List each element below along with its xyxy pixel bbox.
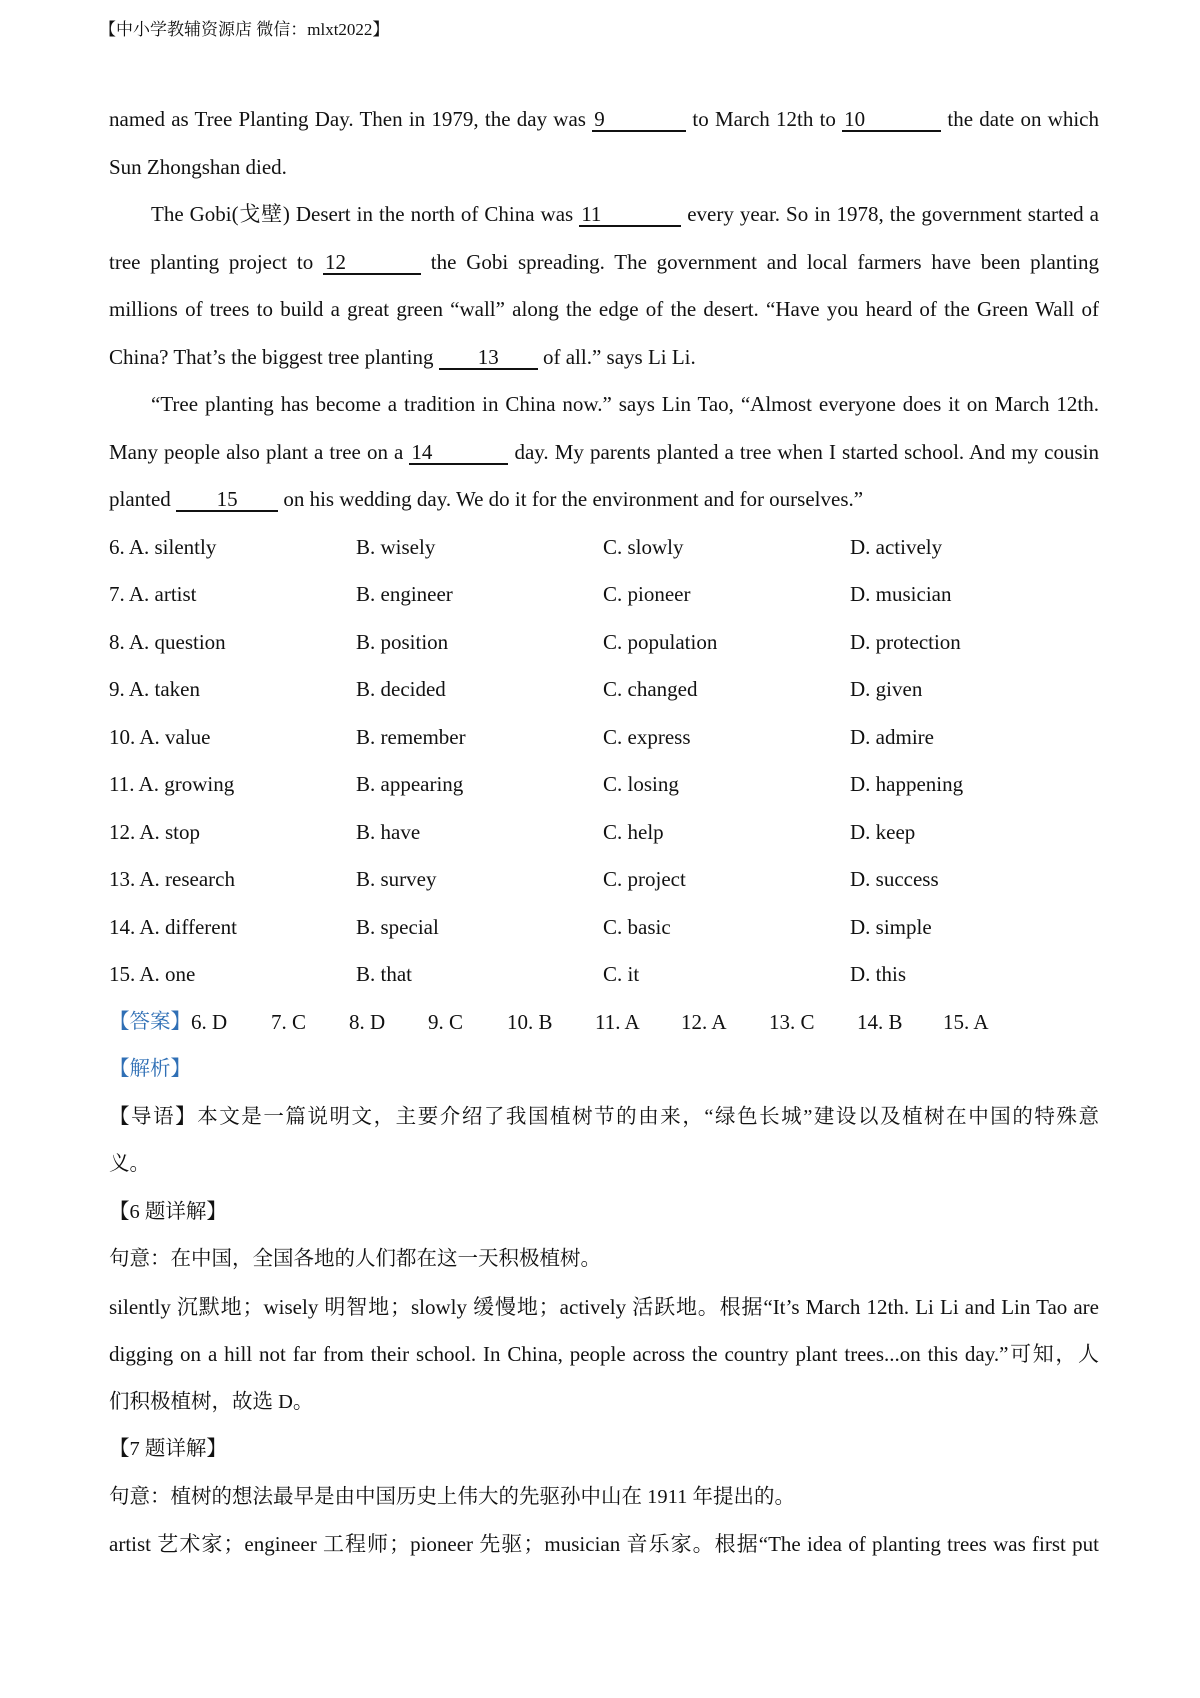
passage-text: on his wedding day. We do it for the environment and for ourselves.” (278, 487, 864, 511)
option-d: D. this (850, 962, 907, 986)
option-a: 8. A. question (109, 629, 226, 654)
option-row (109, 856, 1099, 904)
answer-item: 10. B (507, 1009, 553, 1034)
option-b: B. survey (356, 867, 437, 891)
option-row (109, 761, 1099, 809)
passage-line (109, 334, 1099, 382)
answer-item: 8. D (349, 1009, 386, 1034)
option-c: C. project (603, 867, 686, 891)
option-a: 14. A. different (109, 914, 237, 939)
passage-line: “Tree planting has become a tradition in China now.” says Lin Tao, “Almost everyone does it on March 12th. (151, 392, 1099, 416)
option-d: D. admire (850, 724, 934, 749)
document-body (109, 96, 1099, 1569)
passage-text: Many people also plant a tree on a (109, 439, 410, 464)
option-c: C. help (603, 819, 664, 844)
options-list (109, 524, 1099, 999)
blank-14: 14 (409, 429, 508, 477)
passage-text: the date on which (941, 107, 1100, 131)
blank-10: 10 (842, 96, 941, 144)
blank-11: 11 (579, 191, 681, 239)
option-d: D. keep (850, 819, 916, 844)
option-row (109, 619, 1099, 667)
blank-12: 12 (323, 239, 421, 287)
answer-item: 6. D (191, 1009, 228, 1034)
option-c: C. pioneer (603, 582, 691, 606)
option-d: D. happening (850, 772, 964, 796)
answer-item: 13. C (769, 1009, 815, 1034)
q6-explanation: silently 沉默地；wisely 明智地；slowly 缓慢地；actively 活跃地。根据“It’s March 12th. Li Li and Lin Tao are (109, 1294, 1099, 1319)
passage-text: of all.” says Li Li. (537, 344, 696, 369)
option-c: C. population (603, 629, 718, 654)
option-row (109, 904, 1099, 952)
passage-line (109, 429, 1099, 477)
option-row (109, 714, 1099, 762)
option-row (109, 809, 1099, 857)
option-c: C. express (603, 724, 691, 749)
option-c: C. basic (603, 914, 671, 939)
analysis-label: 【解析】 (109, 1058, 191, 1080)
option-a: 7. A. artist (109, 582, 197, 606)
passage-line (109, 476, 1099, 524)
answer-item: 14. B (857, 1009, 903, 1034)
q6-title: 【6 题详解】 (109, 1200, 227, 1223)
q6-meaning: 句意：在中国，全国各地的人们都在这一天积极植树。 (109, 1248, 601, 1270)
option-d: D. actively (850, 534, 943, 559)
option-a: 15. A. one (109, 962, 196, 986)
intro-line: 【导语】本文是一篇说明文，主要介绍了我国植树节的由来，“绿色长城”建设以及植树在中国的特殊意 (109, 1105, 1099, 1128)
option-d: D. simple (850, 914, 932, 939)
option-c: C. changed (603, 677, 698, 701)
passage-line (109, 239, 1099, 287)
option-c: C. losing (603, 772, 679, 796)
q6-explanation: 们积极植树，故选 D。 (109, 1390, 314, 1413)
option-c: C. it (603, 962, 640, 986)
answer-item: 11. A (595, 1009, 640, 1034)
passage-text: China? That’s the biggest tree planting (109, 344, 439, 369)
answer-item: 12. A (681, 1009, 727, 1034)
passage-text: the Gobi spreading. The government and local farmers have been planting (421, 249, 1099, 274)
option-d: D. success (850, 867, 939, 891)
q7-title: 【7 题详解】 (109, 1438, 227, 1460)
passage-text: day. My parents planted a tree when I started school. And my cousin (508, 439, 1099, 464)
option-row (109, 524, 1099, 572)
answer-row (109, 999, 1099, 1047)
answer-item: 9. C (428, 1009, 464, 1034)
passage-line (109, 191, 1099, 239)
option-d: D. protection (850, 629, 961, 654)
passage-text: to March 12th to (686, 107, 843, 131)
option-a: 12. A. stop (109, 819, 201, 844)
option-b: B. have (356, 819, 421, 844)
answer-label: 【答案】 (109, 1010, 191, 1033)
option-a: 13. A. research (109, 867, 235, 891)
option-b: B. wisely (356, 534, 436, 559)
passage-text: every year. So in 1978, the government started a (681, 202, 1099, 226)
passage-text: tree planting project to (109, 249, 324, 274)
option-row (109, 951, 1099, 999)
passage-text: planted (109, 487, 177, 511)
answer-item: 15. A (943, 1009, 989, 1034)
passage-line: Sun Zhongshan died. (109, 154, 287, 179)
blank-15: 15 (176, 476, 278, 524)
option-row (109, 666, 1099, 714)
answer-item: 7. C (271, 1009, 307, 1034)
option-a: 9. A. taken (109, 677, 200, 701)
q6-explanation: digging on a hill not far from their school. In China, people across the country plant trees...on this day.”可知，人 (109, 1342, 1099, 1366)
passage-line: millions of trees to build a great green “wall” along the edge of the desert. “Have you heard of the Green Wall of (109, 297, 1099, 321)
option-b: B. special (356, 914, 439, 939)
option-a: 10. A. value (109, 724, 211, 749)
passage-line (109, 96, 1099, 144)
option-b: B. appearing (356, 772, 464, 796)
option-b: B. position (356, 629, 449, 654)
option-a: 11. A. growing (109, 772, 235, 796)
option-row (109, 571, 1099, 619)
intro-line: 义。 (109, 1153, 150, 1175)
option-b: B. that (356, 962, 412, 986)
q7-explanation: artist 艺术家；engineer 工程师；pioneer 先驱；musician 音乐家。根据“The idea of planting trees was first put (109, 1532, 1099, 1556)
passage-text: The Gobi(戈壁) Desert in the north of China was (151, 202, 580, 226)
header-note: 【中小学教辅资源店 微信：mlxt2022】 (99, 20, 390, 39)
option-d: D. given (850, 677, 923, 701)
blank-13: 13 (439, 334, 538, 382)
option-c: C. slowly (603, 534, 684, 559)
passage-text: named as Tree Planting Day. Then in 1979, the day was (109, 107, 593, 131)
option-b: B. remember (356, 724, 466, 749)
option-d: D. musician (850, 582, 952, 606)
option-b: B. engineer (356, 582, 453, 606)
option-b: B. decided (356, 677, 446, 701)
blank-9: 9 (592, 96, 686, 144)
q7-meaning: 句意：植树的想法最早是由中国历史上伟大的先驱孙中山在 1911 年提出的。 (109, 1485, 795, 1508)
option-a: 6. A. silently (109, 534, 217, 559)
